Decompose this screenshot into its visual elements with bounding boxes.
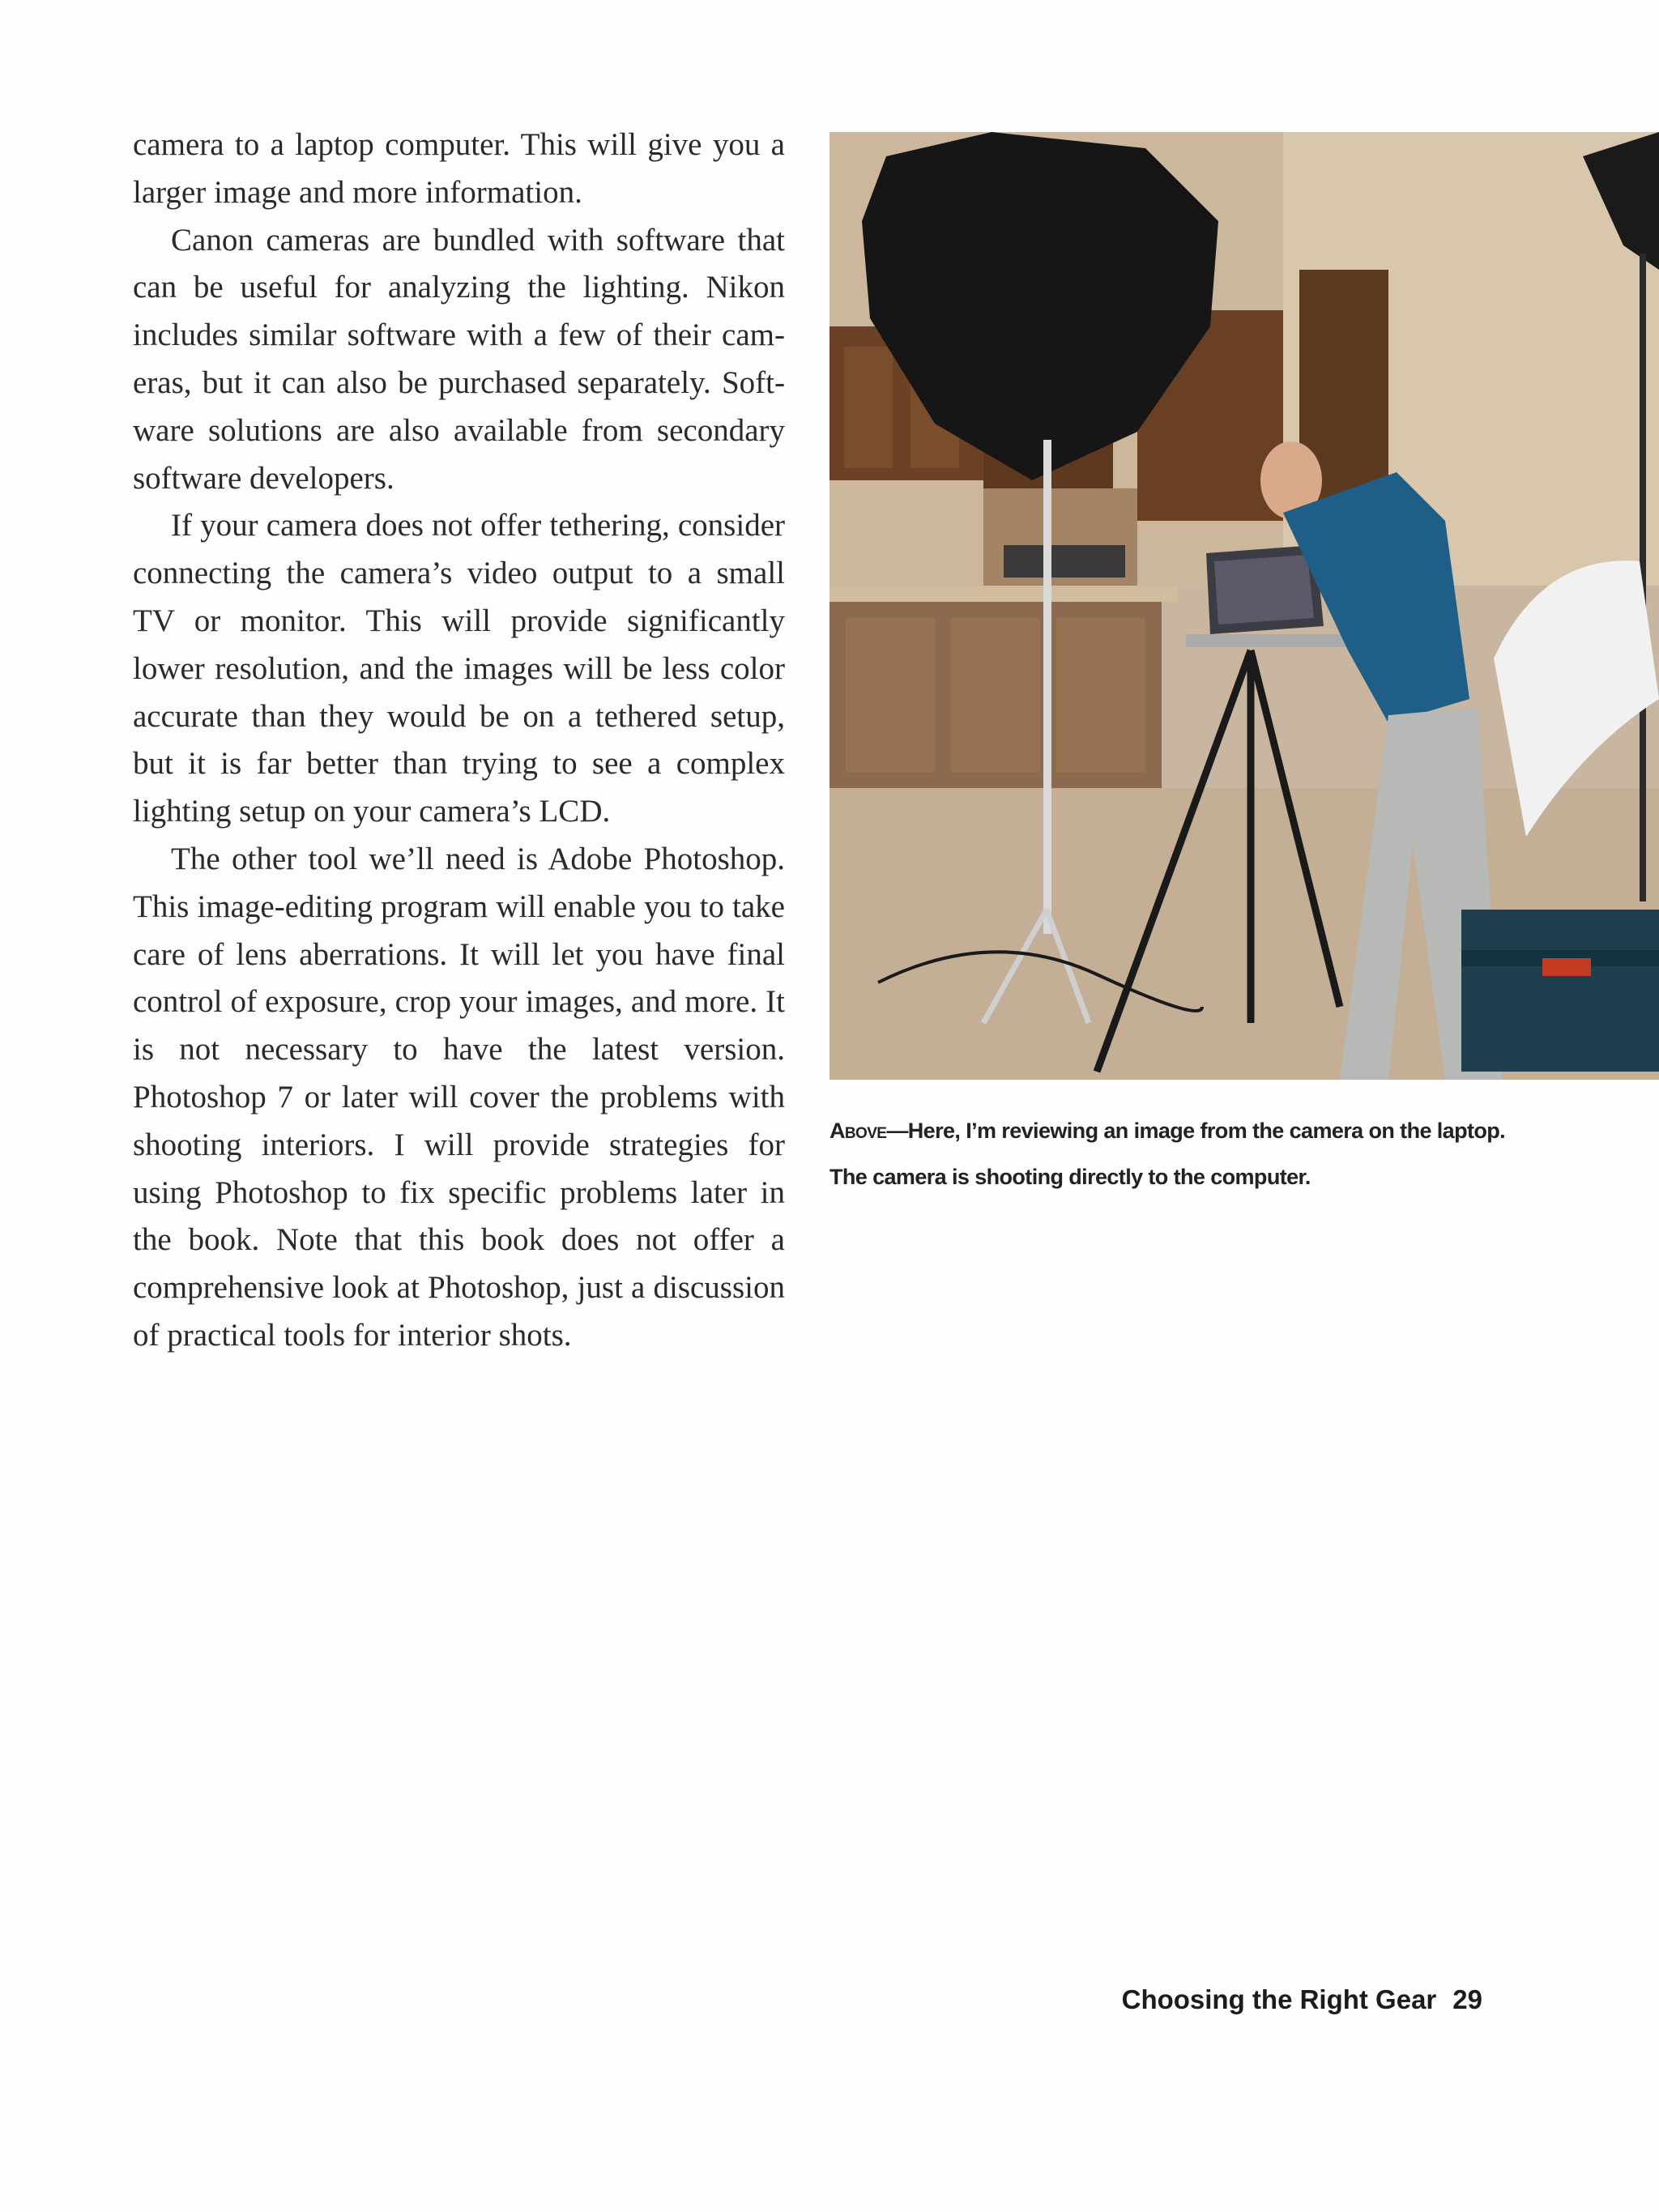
studio-photo [830, 132, 1659, 1080]
paragraph-3: If your camera does not offer tethering, consider connecting the camera’s video output to a small TV or monitor. This will provide significantly lower resolution, and the images will be less color accurate than they would be on a tethered setup, but it is far better than trying to see a complex lighting setup on your camera’s LCD. [133, 508, 785, 829]
caption-text: —Here, I’m reviewing an image from the camera on the laptop. The camera is shooting directly to the computer. [830, 1119, 1506, 1189]
paragraph-1: camera to a laptop computer. This will give you a larger image and more information. [133, 127, 785, 210]
paragraph-4: The other tool we’ll need is Adobe Photoshop. This image-editing program will enable you to take care of lens aberrations. It will let you have final control of exposure, crop your images, and more. It is not necessary to have the latest version. Photoshop 7 or later will cover the problems with shooting interiors. I will provide strategies for using Photoshop to fix specific problems later in the book. Note that this book does not offer a comprehensive look at Photoshop, just a discussion of practical tools for interior shots. [133, 841, 785, 1353]
photo-caption [830, 1108, 1526, 1200]
studio-photo-illustration [830, 132, 1659, 1080]
running-footer-title: Choosing the Right Gear [1121, 1984, 1437, 2014]
caption-lead: Above [830, 1119, 887, 1143]
paragraph-2: Canon cameras are bundled with software that can be useful for analyzing the lighting. Nikon includes similar software with a few of their cameras, but it can also be purchased separately. Software solutions are also available from secondary software developers. [133, 222, 785, 496]
body-text-column [133, 121, 785, 1360]
page-footer [1122, 1984, 1482, 2015]
page-number: 29 [1452, 1984, 1482, 2014]
